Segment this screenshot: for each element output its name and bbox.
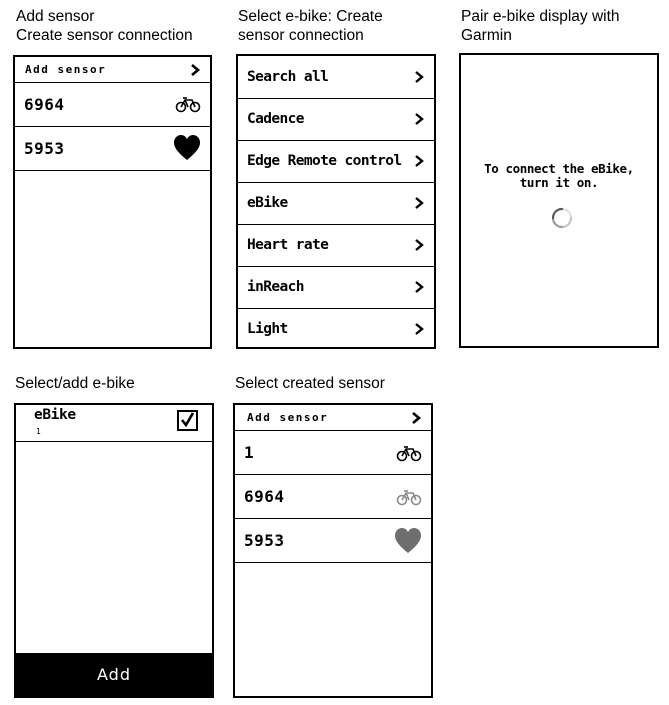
chevron-right-icon [413,322,425,336]
sensor-row[interactable] [235,431,431,475]
add-sensor-header[interactable] [235,405,431,431]
caption-line: Select created sensor [235,375,385,392]
screen-pair-display [459,53,659,348]
add-sensor-label: Add sensor [247,411,329,424]
caption-line: Select e-bike: Create [238,8,383,25]
chevron-right-icon [413,70,425,84]
sensor-id: 6964 [24,95,65,114]
menu-item-label: Heart rate [247,236,329,253]
menu-item-label: Cadence [247,110,304,127]
add-sensor-header[interactable] [15,57,210,83]
menu-item-ebike[interactable] [238,182,434,225]
sensor-row[interactable] [235,519,431,563]
caption-select-ebike [238,7,383,45]
menu-item-edge-remote[interactable] [238,140,434,183]
sensor-id: 5953 [244,531,285,550]
loading-spinner-icon [551,207,573,229]
caption-line: Pair e-bike display with [461,8,620,25]
sensor-id: 1 [244,443,255,462]
connect-message [461,162,657,190]
chevron-right-icon [413,112,425,126]
menu-item-label: Edge Remote control [247,152,402,169]
menu-item-label: eBike [247,194,288,211]
menu-item-inreach[interactable] [238,266,434,309]
caption-select-add [15,374,135,393]
bike-icon [396,445,422,462]
message-line: To connect the eBike, [484,161,634,176]
bike-icon [396,489,422,506]
screen-select-created-sensor [233,403,433,698]
menu-item-label: inReach [247,278,304,295]
caption-pair [461,7,620,45]
ebike-item-title: eBike [34,407,76,423]
sensor-id: 6964 [244,487,285,506]
add-button[interactable]: Add [16,653,212,696]
chevron-right-icon [413,154,425,168]
checkmark-icon [179,412,196,429]
caption-select-created [235,374,385,393]
sensor-row[interactable] [235,475,431,519]
screen-sensor-type-menu [236,54,436,349]
sensor-id: 5953 [24,139,65,158]
caption-line: Add sensor [16,8,95,25]
menu-item-light[interactable] [238,308,434,349]
sensor-row[interactable] [15,83,210,127]
chevron-right-icon [413,196,425,210]
menu-item-heart-rate[interactable] [238,224,434,267]
chevron-right-icon [410,411,422,425]
chevron-right-icon [189,63,201,77]
menu-item-label: Search all [247,68,329,85]
chevron-right-icon [413,238,425,252]
screen-select-add-ebike [14,403,214,698]
ebike-item-subtitle: 1 [36,427,41,436]
add-sensor-label: Add sensor [25,63,107,76]
caption-line: Garmin [461,27,512,44]
screen-add-sensor [13,55,212,349]
menu-item-cadence[interactable] [238,98,434,141]
caption-line: sensor connection [238,27,364,44]
message-line: turn it on. [519,175,599,190]
ebike-checkbox[interactable] [177,410,198,431]
menu-item-search-all[interactable] [238,56,434,99]
sensor-row[interactable] [15,127,210,171]
caption-line: Create sensor connection [16,27,193,44]
heart-icon [173,134,201,162]
heart-icon [394,527,422,555]
ebike-list-item[interactable] [16,405,212,442]
caption-line: Select/add e-bike [15,375,135,392]
caption-add-sensor [16,7,193,45]
menu-item-label: Light [247,321,288,338]
chevron-right-icon [413,280,425,294]
bike-icon [175,96,201,113]
